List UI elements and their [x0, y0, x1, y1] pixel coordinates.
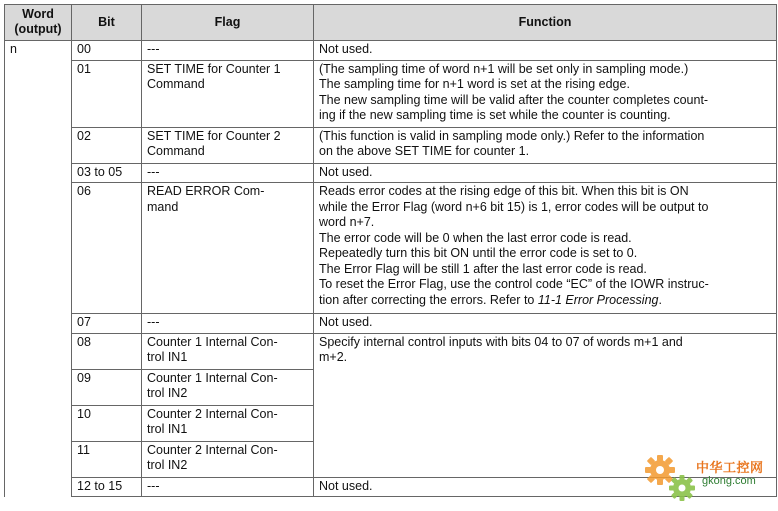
header-function: Function — [314, 5, 777, 41]
function-line: on the above SET TIME for counter 1. — [319, 144, 530, 158]
flag-line: Counter 2 Internal Con- — [147, 442, 278, 457]
flag-line: trol IN1 — [147, 350, 188, 364]
flag-line: READ ERROR Com- — [147, 184, 265, 198]
gear-icon — [642, 452, 702, 508]
function-line — [319, 293, 771, 309]
function-line: Not used. — [319, 315, 373, 329]
function-line: The new sampling time will be valid after the counter completes count- — [319, 92, 709, 107]
bit-cell: 06 — [72, 183, 142, 314]
function-line: Not used. — [319, 164, 373, 179]
flag-cell — [142, 441, 314, 477]
header-flag: Flag — [142, 5, 314, 41]
table-row — [5, 314, 777, 334]
function-line: Specify internal control inputs with bits 04 to 07 of words m+1 and — [319, 334, 683, 349]
flag-line: Command — [147, 144, 205, 158]
flag-line: --- — [147, 315, 160, 329]
function-line: (This function is valid in sampling mode only.) Refer to the information — [319, 128, 705, 143]
flag-line: Command — [147, 77, 205, 91]
header-bit: Bit — [72, 5, 142, 41]
flag-line: Counter 1 Internal Con- — [147, 370, 278, 385]
function-line: Reads error codes at the rising edge of this bit. When this bit is ON — [319, 184, 689, 198]
flag-line: --- — [147, 478, 160, 493]
function-line: To reset the Error Flag, use the control code “EC” of the IOWR instruc- — [319, 277, 709, 291]
flag-line: SET TIME for Counter 2 — [147, 128, 281, 143]
flag-line: Counter 2 Internal Con- — [147, 406, 278, 421]
flag-line: mand — [147, 199, 179, 214]
function-line: Not used. — [319, 478, 373, 493]
flag-cell — [142, 41, 314, 61]
function-cell — [314, 314, 777, 334]
function-line: The Error Flag will be still 1 after the last error code is read. — [319, 261, 647, 276]
function-text: . — [658, 292, 662, 307]
section-reference: 11-1 Error Processing — [537, 292, 659, 307]
header-word-line1: Word — [22, 7, 54, 21]
table-row — [5, 163, 777, 183]
flag-line: --- — [147, 164, 160, 179]
flag-cell — [142, 60, 314, 127]
function-line: m+2. — [319, 350, 348, 364]
table-row — [5, 41, 777, 61]
function-line: while the Error Flag (word n+6 bit 15) is 1, error codes will be output to — [319, 199, 709, 214]
function-cell — [314, 183, 777, 314]
function-cell — [314, 41, 777, 61]
function-line: word n+7. — [319, 215, 375, 229]
flag-cell — [142, 183, 314, 314]
flag-line: Counter 1 Internal Con- — [147, 334, 278, 349]
flag-cell — [142, 477, 314, 497]
flag-line: trol IN2 — [147, 386, 188, 400]
header-word-line2: (output) — [14, 22, 62, 36]
flag-cell — [142, 369, 314, 405]
table-row — [5, 60, 777, 127]
bit-cell: 08 — [72, 333, 142, 369]
bit-cell: 03 to 05 — [72, 163, 142, 183]
bit-cell: 09 — [72, 369, 142, 405]
bit-cell: 02 — [72, 127, 142, 163]
bit-cell: 07 — [72, 314, 142, 334]
word-cell: n — [5, 41, 72, 497]
table-row — [5, 127, 777, 163]
function-line: ing if the new sampling time is set while the counter is counting. — [319, 108, 671, 122]
output-word-table — [4, 4, 777, 497]
watermark-text-en: gkong.com — [702, 475, 756, 487]
function-cell — [314, 163, 777, 183]
flag-line: --- — [147, 42, 160, 56]
function-line: Repeatedly turn this bit ON until the error code is set to 0. — [319, 246, 638, 260]
table-row — [5, 333, 777, 369]
function-cell — [314, 127, 777, 163]
bit-cell: 00 — [72, 41, 142, 61]
function-text: tion after correcting the errors. Refer to — [319, 292, 538, 307]
flag-cell — [142, 314, 314, 334]
flag-cell — [142, 163, 314, 183]
function-line: The sampling time for n+1 word is set at the rising edge. — [319, 77, 630, 91]
bit-cell: 11 — [72, 441, 142, 477]
table-row — [5, 183, 777, 314]
flag-cell — [142, 333, 314, 369]
function-line: (The sampling time of word n+1 will be set only in sampling mode.) — [319, 61, 689, 76]
table-header-row — [5, 5, 777, 41]
function-line: The error code will be 0 when the last error code is read. — [319, 230, 632, 245]
flag-line: trol IN2 — [147, 458, 188, 472]
flag-line: trol IN1 — [147, 422, 188, 436]
function-cell — [314, 60, 777, 127]
flag-cell — [142, 127, 314, 163]
bit-cell: 12 to 15 — [72, 477, 142, 497]
flag-cell — [142, 405, 314, 441]
gkong-watermark — [642, 450, 776, 508]
function-line: Not used. — [319, 42, 373, 56]
watermark-text-cn: 中华工控网 — [696, 461, 764, 476]
bit-cell: 01 — [72, 60, 142, 127]
flag-line: SET TIME for Counter 1 — [147, 61, 281, 76]
header-word — [5, 5, 72, 41]
bit-cell: 10 — [72, 405, 142, 441]
